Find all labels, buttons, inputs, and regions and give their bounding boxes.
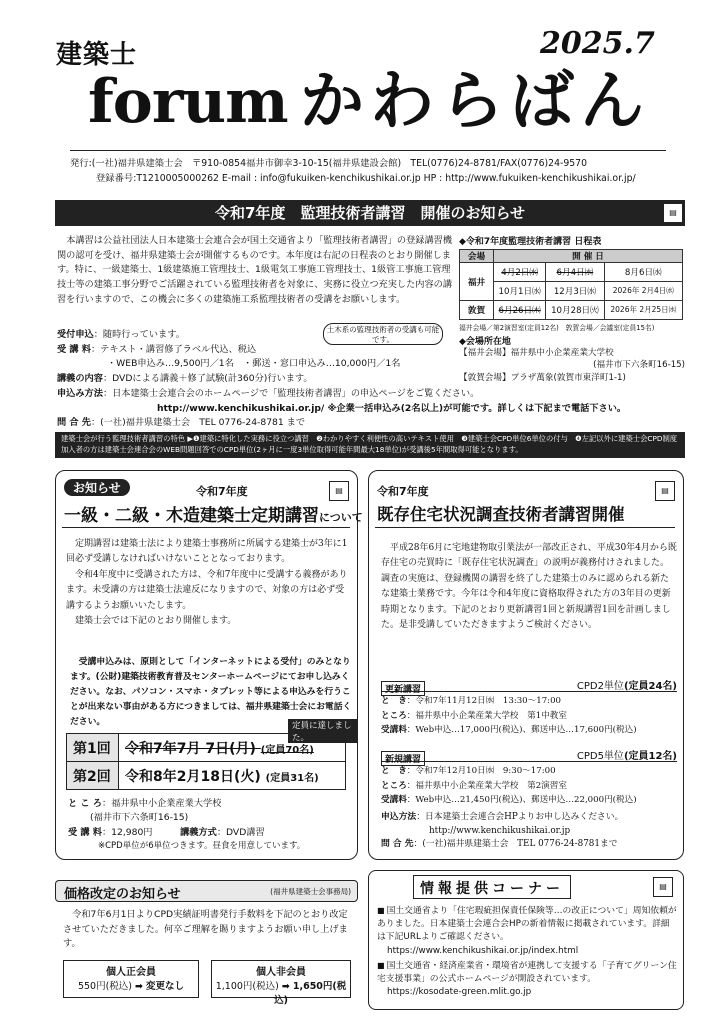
detail-row — [57, 387, 657, 402]
detail-row — [57, 416, 657, 431]
notice-badge: お知らせ — [64, 477, 130, 496]
price-title-bar — [55, 880, 358, 902]
callout-bubble: 土木系の監理技術者の受講も可能です。 — [323, 323, 443, 345]
detail-text: ：随時行っています。 — [93, 329, 185, 340]
book-icon: ▤ — [655, 481, 675, 501]
schedule-note: 福井会場／第2演習室(定員12名) 敦賀会場／会議室(定員15名) — [459, 324, 655, 332]
masthead-forum: forum — [88, 67, 288, 137]
title-divider — [62, 527, 350, 528]
article-subtitle: 令和7年度 — [377, 485, 429, 498]
article-title: 一級・二級・木造建築士定期講習について — [64, 506, 363, 526]
detail-text: ：DVDによる講義＋修了試験(計360分)行います。 — [102, 373, 313, 385]
schedule-venue: 福井 — [460, 263, 494, 301]
article-subtitle: 令和7年度 — [196, 485, 248, 498]
book-icon: ▤ — [329, 481, 349, 501]
features-bar: 建築士会が行う監理技術者講習の特色 ▶❶建築に特化した実務に役立つ講習 ❷わかりやすく利便性の高いテキスト使用 ❸建築士会CPD単位6単位の付与 ❹左記以外に建築士会CPD制度加入者の方は建築士会連合会のWEB問題回答でのCPD単位(2ヶ月に一度3単位取得可能年間最大18単位)が受講後5年間取得可能となります。 — [55, 432, 685, 458]
article-title: 既存住宅状況調査技術者講習開催 — [377, 505, 625, 524]
course-info: と こ ろ：福井県中小企業産業大学校 (福井市下六条町16-15) 受 講 料：12,980円 講義方式：DVD講習 ※CPD単位が6単位つきます。昼食を用意しています。 — [68, 798, 306, 851]
member-price-box: 個人正会員 550円(税込) ➡ 変更なし — [63, 960, 199, 998]
masthead-kicker: 建築士 — [56, 40, 138, 70]
schedule-date: 4月2日㈬ — [494, 263, 546, 282]
title-divider — [375, 527, 675, 528]
venue-tsuruga: 【敦賀会場】プラザ萬象(敦賀市東洋町1-1) — [459, 372, 626, 383]
schedule-table — [459, 249, 683, 320]
schedule-date: 2026年 2月25日㈬ — [604, 301, 682, 320]
info-url-link[interactable]: https://www.kenchikushikai.or.jp/index.html — [387, 945, 579, 956]
apply-url-link[interactable]: http://www.kenchikushikai.or.jp/ ※企業一括申込み(2名以上)が可能です。詳しくは下記まで電話下さい。 — [157, 402, 627, 414]
schedule-date: 12月3日㈬ — [546, 282, 604, 301]
info-url-link[interactable]: https://kosodate-green.mlit.go.jp — [387, 987, 532, 998]
issue-number: 2025.7 — [540, 26, 655, 61]
new-course: 新規講習 CPD5単位(定員12名) と き：令和7年12月10日㈬ 9:30～17:00 ところ：福井県中小企業産業大学校 第2演習室 受講料：Web申込…21,450円(税込)、郵送申込…22,000円(税込) — [381, 747, 677, 808]
session-number: 第1回 — [67, 734, 119, 762]
detail-label: 問 合 先 — [57, 417, 91, 429]
schedule-header: 開 催 日 — [494, 250, 683, 263]
schedule-date: 10月28日㈫ — [546, 301, 604, 320]
info-item: ■ 国土交通省より「住宅瑕疵担保責任保険等…の改正について」周知依頼がありました。日本建築士会連合会HPの新着情報に掲載されています。詳細は下記URLよりご確認ください。 — [377, 905, 677, 945]
article-periodic-course — [55, 470, 363, 860]
article-title: 令和7年度 監理技術者講習 開催のお知らせ — [215, 204, 525, 222]
detail-text: ：(一社)福井県建築士会 TEL 0776-24-8781 まで — [90, 417, 306, 429]
masthead-title: かわらばん — [300, 65, 650, 139]
article-body: 平成28年6月に宅地建物取引業法が一部改正され、平成30年4月から既存住宅の売買時に「既存住宅状況調査」の説明が義務付けされました。調査の実施は、登録機関の講習を終了した建築士のみに認められる新たな建築士業務です。今年は令和4年度に資格取得された方の3年目の更新時期となります。下記のとおり更新講習1回と新規講習1回を計画しました。是非受講していただきますようご検討ください。 — [381, 543, 677, 631]
info-list — [377, 905, 677, 999]
article-title: 情報提供コーナー — [413, 875, 571, 899]
article-price-revision — [55, 880, 358, 1004]
registration-notice: 受講申込みは、原則として「インターネットによる受付」のみとなります。(公財)建築技術教育普及センターホームページにてお申し込みください。なお、パソコン・スマホ・タブレット等による申込みを行うことが出来ない事由がある方につきましては、福井県建築士会にお電話ください。 — [70, 657, 352, 727]
schedule-panel — [459, 234, 685, 384]
apply-url-link[interactable]: http://www.kenchikushikai.or.jp — [429, 825, 571, 836]
article-body — [66, 537, 352, 630]
header-divider — [70, 150, 666, 151]
nonmember-price-box: 個人非会員 1,100円(税込) ➡ 1,650円(税込) — [211, 960, 351, 998]
article-body: 本講習は公益社団法人日本建築士会連合会が国土交通省より「監理技術者講習」の登録講習機関の認可を受け、福井県建築士会が開催するものです。本年度は右記の日程表のとおり開催します。特に、一級建築士、1級建築施工管理技士、1級電気工事施工管理技士、1級管工事施工管理技士等の建築工事分野でご活躍されている監理技術者を対象に、実務に役立つ充実した内容の講習を行いますので、この機会に多くの建築施工系監理技術者の受講をお願いします。 — [57, 235, 453, 305]
detail-label: 受 講 料 — [57, 343, 91, 355]
schedule-header: 会場 — [460, 250, 494, 263]
article-monitoring-course — [55, 196, 685, 429]
detail-text: ：テキスト・講習修了ラベル代込、税込 — [90, 343, 257, 355]
session-number: 第2回 — [67, 762, 119, 790]
paragraph: 定期講習は建築士法により建築士事務所に所属する建築士が3年に1回必ず受講しなければいけないこととなっております。 — [66, 539, 348, 565]
info-item: ■ 国土交通省・経済産業省・環境省が連携して支援する「子育てグリーン住宅支援事業」の公式ホームページが開設されています。 — [377, 960, 677, 986]
article-body: 令和7年6月1日よりCPD実績証明書発行手数料を下記のとおり改定させていただきました。何卒ご理解を賜りますようお願い申し上げます。 — [63, 909, 348, 950]
session-date: 令和7年7月 7日(月) (定員70名) — [119, 734, 346, 762]
article-title: 価格改定のお知らせ — [64, 887, 181, 902]
detail-label: 受付申込 — [57, 329, 94, 340]
full-label: 定員に達しました。 — [288, 719, 357, 743]
detail-row — [57, 402, 657, 417]
article-housing-inspection — [368, 470, 684, 860]
venue-fukui: 【福井会場】福井県中小企業産業大学校 — [459, 348, 614, 358]
schedule-title: ◆令和7年度監理技術者講習 日程表 — [459, 237, 602, 247]
registration-line: 登録番号:T1210005000262 E-mail : info@fukuiken-kenchikushikai.or.jp HP : http://www.fukuiken-kenchikushikai.or.jp/ — [96, 173, 636, 184]
detail-text: ・WEB申込み…9,500円／1名 ・郵送・窓口申込み…10,000円／1名 — [107, 358, 401, 370]
paragraph: 建築士会では下記のとおり開催します。 — [75, 616, 237, 627]
detail-label: 講義の内容 — [57, 373, 103, 385]
venue-fukui-address: (福井市下六条町16-15) — [593, 360, 685, 371]
apply-info: 申込方法：日本建築士会連合会HPよりお申し込みください。 http://www.kenchikushikai.or.jp 問 合 先：(一社)福井県建築士会 TEL 0776-24-8781まで — [381, 811, 677, 852]
article-banner — [55, 200, 685, 226]
paragraph: 令和4年度中に受講された方は、令和7年度中に受講する義務があります。未受講の方は建築士法違反になりますので、対象の方は必ず受講するようお願いいたします。 — [66, 569, 348, 611]
schedule-date: 10月1日㈬ — [494, 282, 546, 301]
session-table — [66, 733, 346, 790]
schedule-venue: 敦賀 — [460, 301, 494, 320]
session-date: 令和8年2月18日(火) (定員31名) — [119, 762, 346, 790]
publisher-line: 発行:(一社)福井県建築士会 〒910-0854福井市御幸3-10-15(福井県建設会館) TEL(0776)24-8781/FAX(0776)24-9570 — [70, 158, 588, 169]
schedule-date: 6月26日㈭ — [494, 301, 546, 320]
article-info-corner — [368, 870, 684, 1010]
detail-label: 申込み方法 — [57, 387, 103, 399]
renewal-course: 更新講習 CPD2単位(定員24名) と き：令和7年11月12日㈬ 13:30～17:00 ところ：福井県中小企業産業大学校 第1中教室 受講料：Web申込…17,000円(税込)、郵送申込…17,600円(税込) — [381, 677, 677, 738]
schedule-date: 8月6日㈬ — [604, 263, 682, 282]
schedule-date: 6月4日㈬ — [546, 263, 604, 282]
book-icon: ▤ — [653, 877, 673, 897]
article-source: (福井県建築士会事務局) — [270, 887, 351, 896]
schedule-date: 2026年 2月4日㈬ — [604, 282, 682, 301]
detail-text: ：日本建築士会連合会のホームページで「監理技術者講習」の申込ページをご覧ください。 — [102, 387, 480, 399]
book-icon: ▤ — [663, 203, 683, 223]
venue-title: ◆会場所在地 — [459, 337, 511, 347]
